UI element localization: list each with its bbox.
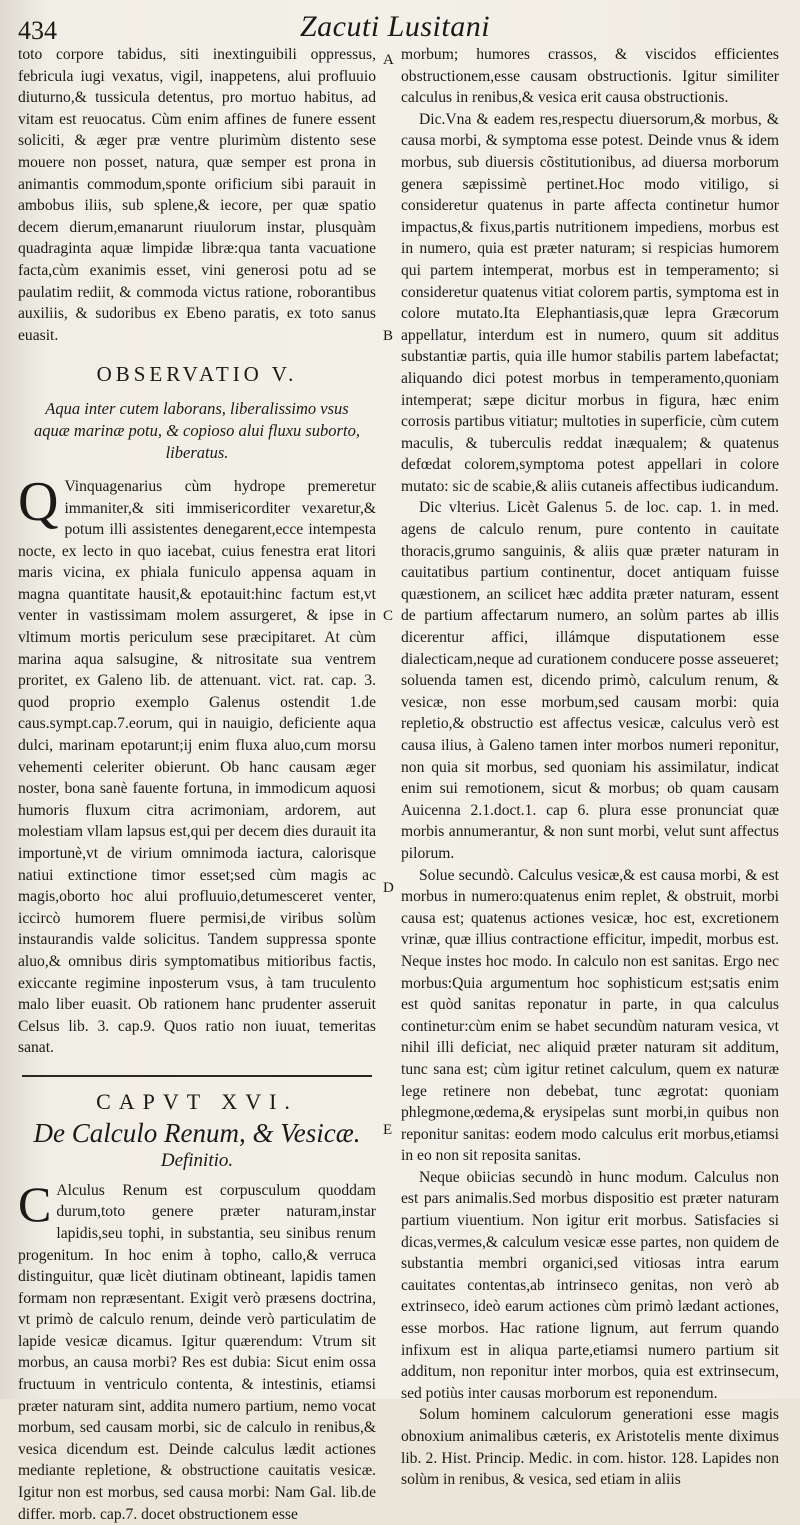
right-paragraph-5: Neque obiicias secundò in hunc modum. Calculus non est pars animalis.Sed morbus dispositio est præter naturam partium viuentium. Non igitur erit morbus. Satisfacies si dicas,vermes,& calculum vesicæ esse partes, non quidem de substantia membri organici,sed vitiosas intra earum cauitates contentas,ab intrinseco genitas, non verò ab extrinseco, ideò earum actiones cùm primò lædant actiones, esse morbos. Hac ratione lignum, aut ferrum quando infixum est in aliqua parte,etiamsi numero partium sit additum, non reponitur inter morbos, quia est extrinsecum, sed potiùs inter causas morborum est reponendum. bbox=[401, 1168, 779, 1402]
section-rule bbox=[22, 1075, 372, 1077]
margin-letter-a: A bbox=[383, 52, 394, 68]
drop-cap-c: C bbox=[18, 1175, 52, 1232]
left-column bbox=[18, 44, 376, 1525]
right-paragraph-3: Dic vlterius. Licèt Galenus 5. de loc. cap. 1. in med. agens de calculo renum, pure contento in cauitate thoracis,grumo sanguinis, & aliis quæ præter naturam in cauitatibus partium continentur, docet antiquam fuisse quæstionem, an scilicet hæc addita præter naturam, essent de partium affectarum numero, an solùm partes ab illis dicerentur affici, illámque disputationem esse dialecticam,neque ad curationem conducere posse asseueret; soluenda tamen est, dicendo primò, calculum renum, & vesicæ, non esse morbum,sed causam morbi: quia repletio,& obstructio est affectus vesicæ, calculus verò est causa ilius, à Galeno tamen inter morbos numeri reponitur, non quia sit morbus, sed quoniam his assimilatur, indicat enim sui remotionem, sicut & morbus; ob quam causam Auicenna 2.1.doct.1. cap 6. plura esse pronunciat quæ morbis annumerantur, & non sunt morbi, velut sunt affectus pilorum. bbox=[401, 499, 779, 862]
running-head: Zacuti Lusitani bbox=[300, 10, 491, 43]
right-paragraph-2: Dic.Vna & eadem res,respectu diuersorum,& morbus, & causa morbi, & symptoma esse potest. Deinde vnus & idem morbus, sub diuersis cõstitutionibus, ad diuersa morborum genera sæpissimè pertinet.Hoc modo vitiligo, si consideretur quatenus in parte affecta continetur humor impactus,& fixus,partis nutritionem impediens, morbus est in numero, quia est præter naturam; si respicias humorem qui partem intemperat, morbus est in temperamento; si consideretur quatenus vitiat colorem partis, symptoma est in colore mutato.Ita Elephantiasis,quæ lepra Græcorum appellatur, interdum est in numero, quum sit additus substantiæ partis, quia ille humor stabilis partem labefactat; aliquando dici potest morbus in temperamento,quoniam intemperat; sæpe dicitur morbus in figura, hæc enim corrosis partibus vitiatur; multoties in superficie, cùm cutem maculis, & tuberculis reddat inæqualem; & quatenus defœdat colorem,symptoma potest appellari in colore mutato: sic de scabie,& aliis cutaneis affectibus iudicandum. bbox=[401, 110, 779, 495]
right-paragraph-4: Solue secundò. Calculus vesicæ,& est causa morbi, & est morbus in numero:quatenus enim replet, & obstruit, morbi causa est; quatenus actiones vesicæ, hoc est, excretionem vrinæ, quæ illius contractione efficitur, impedit, morbus est. Neque instes hoc modo. In calculo non est sanitas. Ergo nec morbus:Quia argumentum hoc sophisticum est;satis enim est quòd sanitas reponatur in parte, in qua calculus continetur:cùm enim se habet secundùm naturam vesica, vt nihil illi deficiat, nec aliquid præter naturam sit additum, tunc sana est; cùm igitur retinet calculum, quem ex naturæ lege retinere non debebat, tunc ægrotat: quoniam phlegmone,œdema,& erysipelas sunt morbi,in quibus non reponitur sanitas: eodem modo calculus erit morbus,etiamsi in eo non sit reposita sanitas. bbox=[401, 866, 779, 1165]
definition-heading: Definitio. bbox=[160, 1150, 234, 1172]
definition-paragraph bbox=[18, 1175, 376, 1525]
intro-paragraph: toto corpore tabidus, siti inextinguibili oppressus, febricula iugi vexatus, vigil, inappetens, alui profluuio diuturno,& tussicula detentus, pro mortuo habitus, ad vitam est reuocatus. Cùm enim affines de funere essent soliciti, & æger præ ventre plurimùm distento sese mouere non posset, natura, quæ semper est prona in animantis commodum,sponte orificium sibi parauit in ambobus iliis, sub splene,& iecore, per quæ spatio decem dierum,emanarunt riuulorum instar, plusquàm quadraginta aquæ limpidæ libræ:qua tanta vacuatione facta,cùm exanimis esset, vini generosi potu ad se paulatim rediit, & commoda victus ratione, roborantibus auxiliis, & sudoribus ex Ebeno paratis, ex toto sanus euasit. bbox=[18, 46, 376, 344]
margin-letter-d: D bbox=[383, 880, 394, 896]
right-column bbox=[401, 44, 779, 1491]
observation-subtitle: Aqua inter cutem laborans, liberalissimo vsus aquæ marinæ potu, & copioso alui fluxu suborto, liberatus. bbox=[34, 398, 360, 462]
margin-letter-e: E bbox=[383, 1122, 393, 1138]
right-paragraph-6: Solum hominem calculorum generationi esse magis obnoxium animalibus cæteris, ex Aristotelis mente diximus lib. 2. Hist. Princip. Medic. in com. histor. 128. Lapides non solùm in renibus, & vesica, sed etiam in aliis bbox=[401, 1406, 779, 1489]
right-paragraph-1: morbum; humores crassos, & viscidos efficientes obstructionem,esse causam obstructionis. Igitur similiter calculus in renibus,& vesica erit causa obstructionis. bbox=[401, 46, 779, 107]
chapter-title: De Calculo Renum, & Vesicæ. bbox=[33, 1117, 361, 1148]
observation-text: Vinquagenarius cùm hydrope premeretur immaniter,& siti immisericorditer vexaretur,& potum illi assistentes denegarent,ecce intempesta nocte, ex lecto in quo iacebat, cuius fenestra erat litori maris vicina, ex phiala funiculo appensa aquam in magna quantitate hausit,& epotauit:hinc factum est,vt venter in vastissimam molem assurgeret, & ipse in vltimum mortis periculum sese præcipitaret. At cùm marina aqua salsugine, & nitrositate sua ventrem proritet, ex Galeno lib. de attenuant. vict. rat. cap. 3. quod proprio exemplo Galenus ostendit 1.de caus.sympt.cap.7.eorum, qui in nauigio, deficiente aqua dulci, marinam epotarunt;ij enim fluxa aluo,cum morsu vehementi celeriter obierunt. Ob hanc causam æger noster, bona sanè fauente fortuna, in immodicum aquosi humoris fluxum citra acrimoniam, ardorem, aut molestiam vllam lapsus est,qui per decem dies durauit ita importunè,vt de virium omnimoda iactura, calorisque natiui extinctione timor esset;sed cùm magis ac magis,oborto hoc alui profluuio,detumesceret venter, iccircò humorem fluere permisi,de viribus solùm instaurandis valde solicitus. Tandem suppressa sponte aluo,& omnibus diris symptomatibus mitioribus factis, exiccante regimine inposterum vsus, à tam truculento malo liber euasit. Ob rationem hanc prudenter asseruit Celsus lib. 3. cap.9. Quos ratio non iuuat, temeritas sanat. bbox=[18, 477, 376, 1057]
definition-text: Alculus Renum est corpusculum quoddam durum,toto genere præter naturam,instar lapidis,seu tophi, in substantia, seu sinibus renum progenitum. In hoc enim à topho, callo,& verruca distinguitur, quæ licèt diutinam obtineant, lapidis tamen formam non repræsentant. Exigit verò præsens doctrina, vt primò de calculo renum, deinde verò particulatim de lapide vesicæ dicamus. Igitur quærendum: Vtrum sit morbus, an causa morbi? Res est dubia: Sicut enim ossa fructuum in ventriculo contenta, & intestinis, etiamsi præter naturam sint, addita numero partium, nemo vocat morbum, sed causam morbi, sic de calculo in renibus,& vesica dicendum est. Deinde calculus lædit actiones mediante repletione, & obstructione cauitatis vesicæ. Igitur non est morbus, sed causa morbi: Nam Gal. lib.de differ. morb. cap.7. docet obstructionem esse bbox=[18, 1181, 376, 1523]
observation-paragraph bbox=[18, 470, 376, 1059]
margin-letter-b: B bbox=[383, 328, 394, 344]
drop-cap-q: Q bbox=[18, 470, 59, 533]
observation-heading: OBSERVATIO V. bbox=[96, 362, 298, 387]
chapter-heading: CAPVT XVI. bbox=[96, 1088, 298, 1114]
margin-letter-c: C bbox=[383, 608, 394, 624]
page-number: 434 bbox=[18, 16, 57, 45]
